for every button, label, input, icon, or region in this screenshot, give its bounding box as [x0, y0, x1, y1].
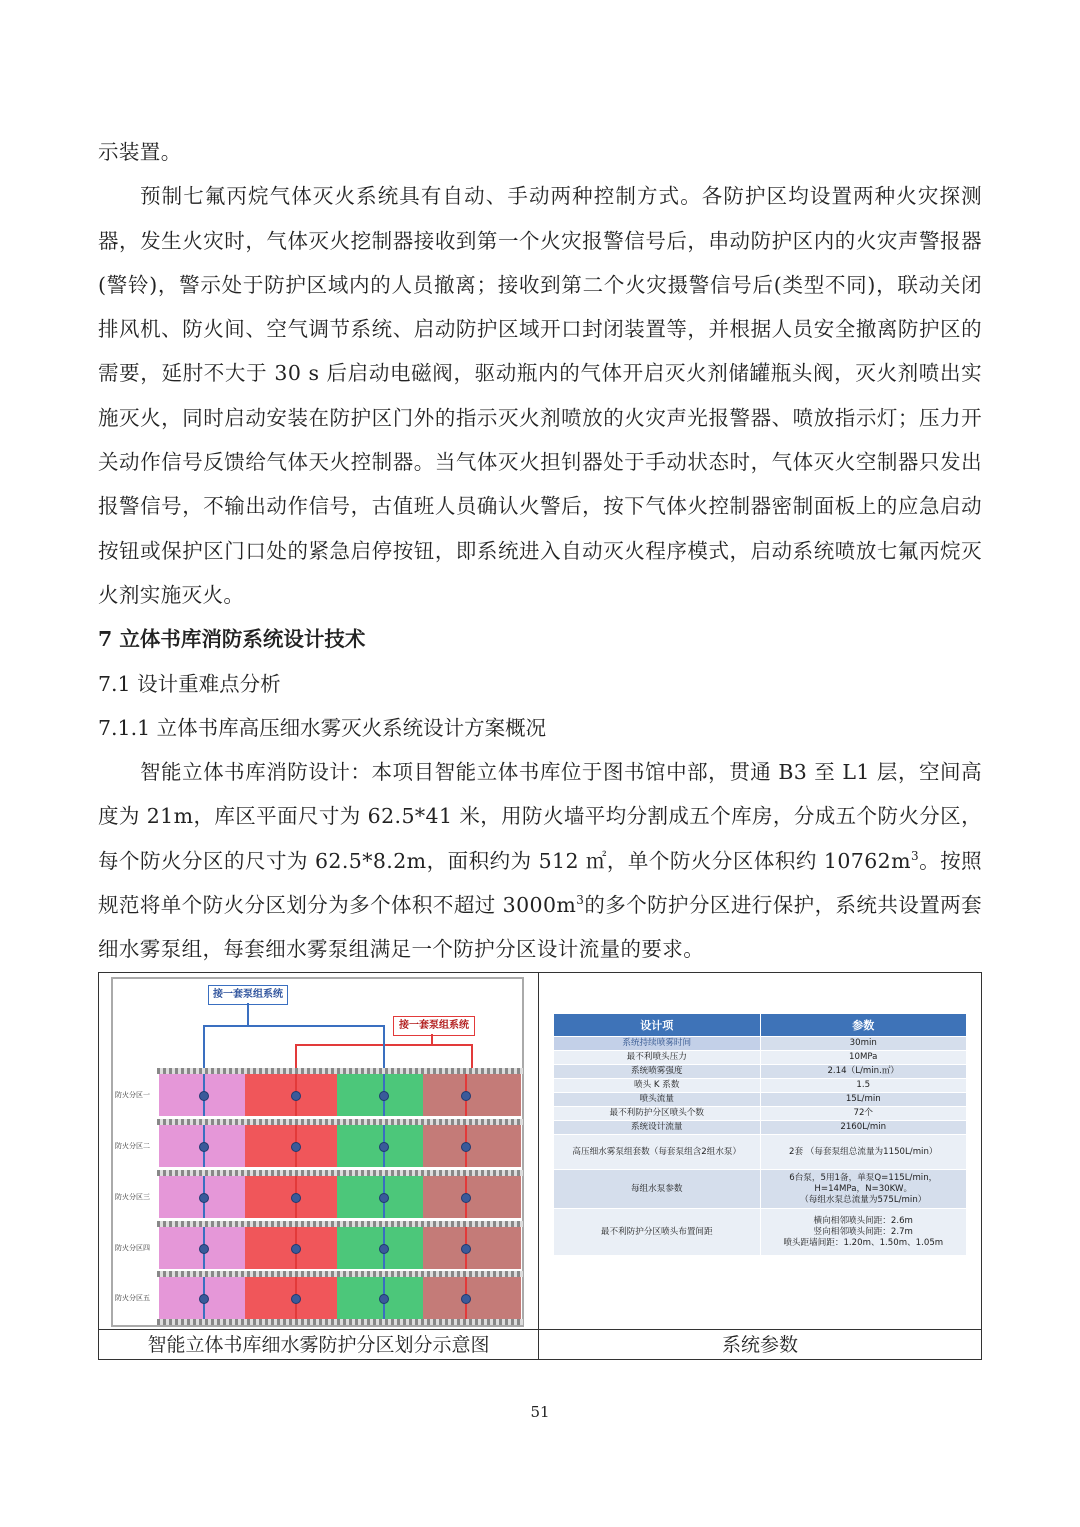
protection-subzone — [423, 1125, 521, 1167]
nozzle-node — [461, 1294, 471, 1304]
floor-slab — [157, 1319, 523, 1325]
param-header-item: 设计项 — [554, 1014, 761, 1037]
zone-label: 防火分区一 — [115, 1091, 150, 1099]
nozzle-node — [199, 1244, 209, 1254]
zone-division-diagram — [111, 977, 524, 1327]
param-row — [554, 1065, 967, 1079]
paragraph-0: 示装置。 — [98, 140, 182, 164]
param-row — [554, 1051, 967, 1065]
param-row — [554, 1079, 967, 1093]
paragraph-2b: 。按照规范将单个防火分区划分为多个体积不超过 3000m — [98, 848, 983, 918]
nozzle-node — [461, 1142, 471, 1152]
figure-cell-right — [539, 973, 981, 1329]
param-value: 72个 — [760, 1107, 967, 1121]
paragraph-2a: 智能立体书库消防设计：本项目智能立体书库位于图书馆中部，贯通 B3 至 L1 层，空间高度为 21m，库区平面尺寸为 62.5*41 米，用防火墙平均分割成五个库房，分成五个防火分区，每个防火分区的尺寸为 62.5*8.2m，面积约为 512 ㎡，单个防火分区体积约 10762m — [98, 760, 982, 873]
param-value: 2160L/min — [760, 1121, 967, 1135]
nozzle-node — [461, 1193, 471, 1203]
param-item: 系统持续喷雾时间 — [554, 1037, 761, 1051]
param-item: 高压细水雾泵组套数（每套泵组含2组水泵） — [554, 1135, 761, 1170]
superscript-3a: 3 — [910, 848, 920, 863]
param-value: 2.14（L/min.㎡） — [760, 1065, 967, 1079]
nozzle-node — [291, 1294, 301, 1304]
system-label-2: 接一套泵组系统 — [393, 1016, 475, 1036]
nozzle-node — [199, 1193, 209, 1203]
document-body — [98, 130, 982, 972]
param-item: 每组水泵参数 — [554, 1170, 761, 1209]
nozzle-node — [379, 1244, 389, 1254]
param-row — [554, 1209, 967, 1256]
param-row — [554, 1037, 967, 1051]
nozzle-node — [199, 1091, 209, 1101]
protection-subzone — [423, 1074, 521, 1116]
nozzle-node — [461, 1091, 471, 1101]
nozzle-node — [461, 1244, 471, 1254]
param-header-value: 参数 — [760, 1014, 967, 1037]
caption-left: 智能立体书库细水雾防护分区划分示意图 — [99, 1330, 539, 1360]
param-value: 6台泵，5用1备，单泵Q=115L/min， H=14MPa，N=30KW。 （每组水泵总流量为575L/min） — [760, 1170, 967, 1209]
param-item: 系统设计流量 — [554, 1121, 761, 1135]
param-row — [554, 1107, 967, 1121]
param-value: 15L/min — [760, 1093, 967, 1107]
param-item: 最不利防护分区喷头个数 — [554, 1107, 761, 1121]
param-item: 最不利防护分区喷头布置间距 — [554, 1209, 761, 1256]
superscript-3b: 3 — [576, 893, 585, 908]
nozzle-node — [379, 1091, 389, 1101]
supply-pipe-red — [431, 1034, 433, 1044]
param-item: 喷头流量 — [554, 1093, 761, 1107]
nozzle-node — [379, 1193, 389, 1203]
nozzle-node — [199, 1294, 209, 1304]
zone-label: 防火分区三 — [115, 1193, 150, 1201]
param-item: 喷头 K 系数 — [554, 1079, 761, 1093]
protection-subzone — [423, 1227, 521, 1269]
nozzle-node — [291, 1091, 301, 1101]
nozzle-node — [199, 1142, 209, 1152]
param-value: 横向相邻喷头间距：2.6m 竖向相邻喷头间距：2.7m 喷头距墙间距：1.20m、1.50m、1.05m — [760, 1209, 967, 1256]
supply-pipe-blue — [203, 1025, 383, 1027]
heading-7-1: 7.1 设计重难点分析 — [98, 671, 281, 696]
param-value: 1.5 — [760, 1079, 967, 1093]
param-row — [554, 1135, 967, 1170]
nozzle-node — [379, 1294, 389, 1304]
paragraph-2 — [98, 750, 982, 971]
nozzle-node — [291, 1142, 301, 1152]
nozzle-node — [291, 1193, 301, 1203]
param-value: 10MPa — [760, 1051, 967, 1065]
zone-label: 防火分区五 — [115, 1294, 150, 1302]
nozzle-node — [379, 1142, 389, 1152]
system-label-1: 接一套泵组系统 — [208, 985, 288, 1005]
parameter-table — [553, 1013, 967, 1256]
param-row — [554, 1121, 967, 1135]
param-value: 2套 （每套泵组总流量为1150L/min） — [760, 1135, 967, 1170]
param-item: 系统喷雾强度 — [554, 1065, 761, 1079]
paragraph-1: 预制七氟丙烷气体灭火系统具有自动、手动两种控制方式。各防护区均设置两种火灾探测器，发生火灾时，气体灭火挖制器接收到第一个火灾报警信号后，串动防护区内的火灾声警报器(警铃)，警示处于防护区域内的人员撤离；接收到第二个火灾摄警信号后(类型不同)，联动关闭排风机、防火间、空气调节系统、启动防护区域开口封闭装置等，并根据人员安全撤离防护区的需要，延肘不大于 30 s 后启动电磁阀，驱动瓶内的气体开启灭火剂储罐瓶头阀，灭火剂喷出实施灭火，同时启动安装在防护区门外的指示灭火剂喷放的火灾声光报警器、喷放指示灯；压力开关动作信号反馈给气体天火控制器。当气体灭火担钊器处于手动状态时，气体灭火空制器只发出报警信号，不输出动作信号，古值班人员确认火警后，按下气体火控制器密制面板上的应急启动按钮或保护区门口处的紧急启停按钮，即系统进入自动灭火程序模式，启动系统喷放七氟丙烷灭火剂实施灭火。 — [98, 184, 982, 607]
caption-row — [99, 1329, 981, 1359]
param-row — [554, 1170, 967, 1209]
paragraph-2c: 的多个防护分区进行保护，系统共设置两套细水雾泵组，每套细水雾泵组满足一个防护分区设计流量的要求。 — [98, 893, 982, 962]
heading-7: 7 立体书库消防系统设计技术 — [98, 627, 366, 652]
param-row — [554, 1093, 967, 1107]
supply-pipe-blue — [247, 1003, 249, 1025]
figure-table — [98, 972, 982, 1360]
zone-label: 防火分区四 — [115, 1244, 150, 1252]
heading-7-1-1: 7.1.1 立体书库高压细水雾灭火系统设计方案概况 — [98, 715, 547, 740]
caption-right: 系统参数 — [721, 1334, 798, 1356]
figure-cell-left — [99, 973, 539, 1329]
param-value: 30min — [760, 1037, 967, 1051]
protection-subzone — [423, 1277, 521, 1319]
param-item: 最不利喷头压力 — [554, 1051, 761, 1065]
zone-label: 防火分区二 — [115, 1142, 150, 1150]
protection-subzone — [423, 1176, 521, 1218]
nozzle-node — [291, 1244, 301, 1254]
page-number: 51 — [530, 1403, 550, 1421]
